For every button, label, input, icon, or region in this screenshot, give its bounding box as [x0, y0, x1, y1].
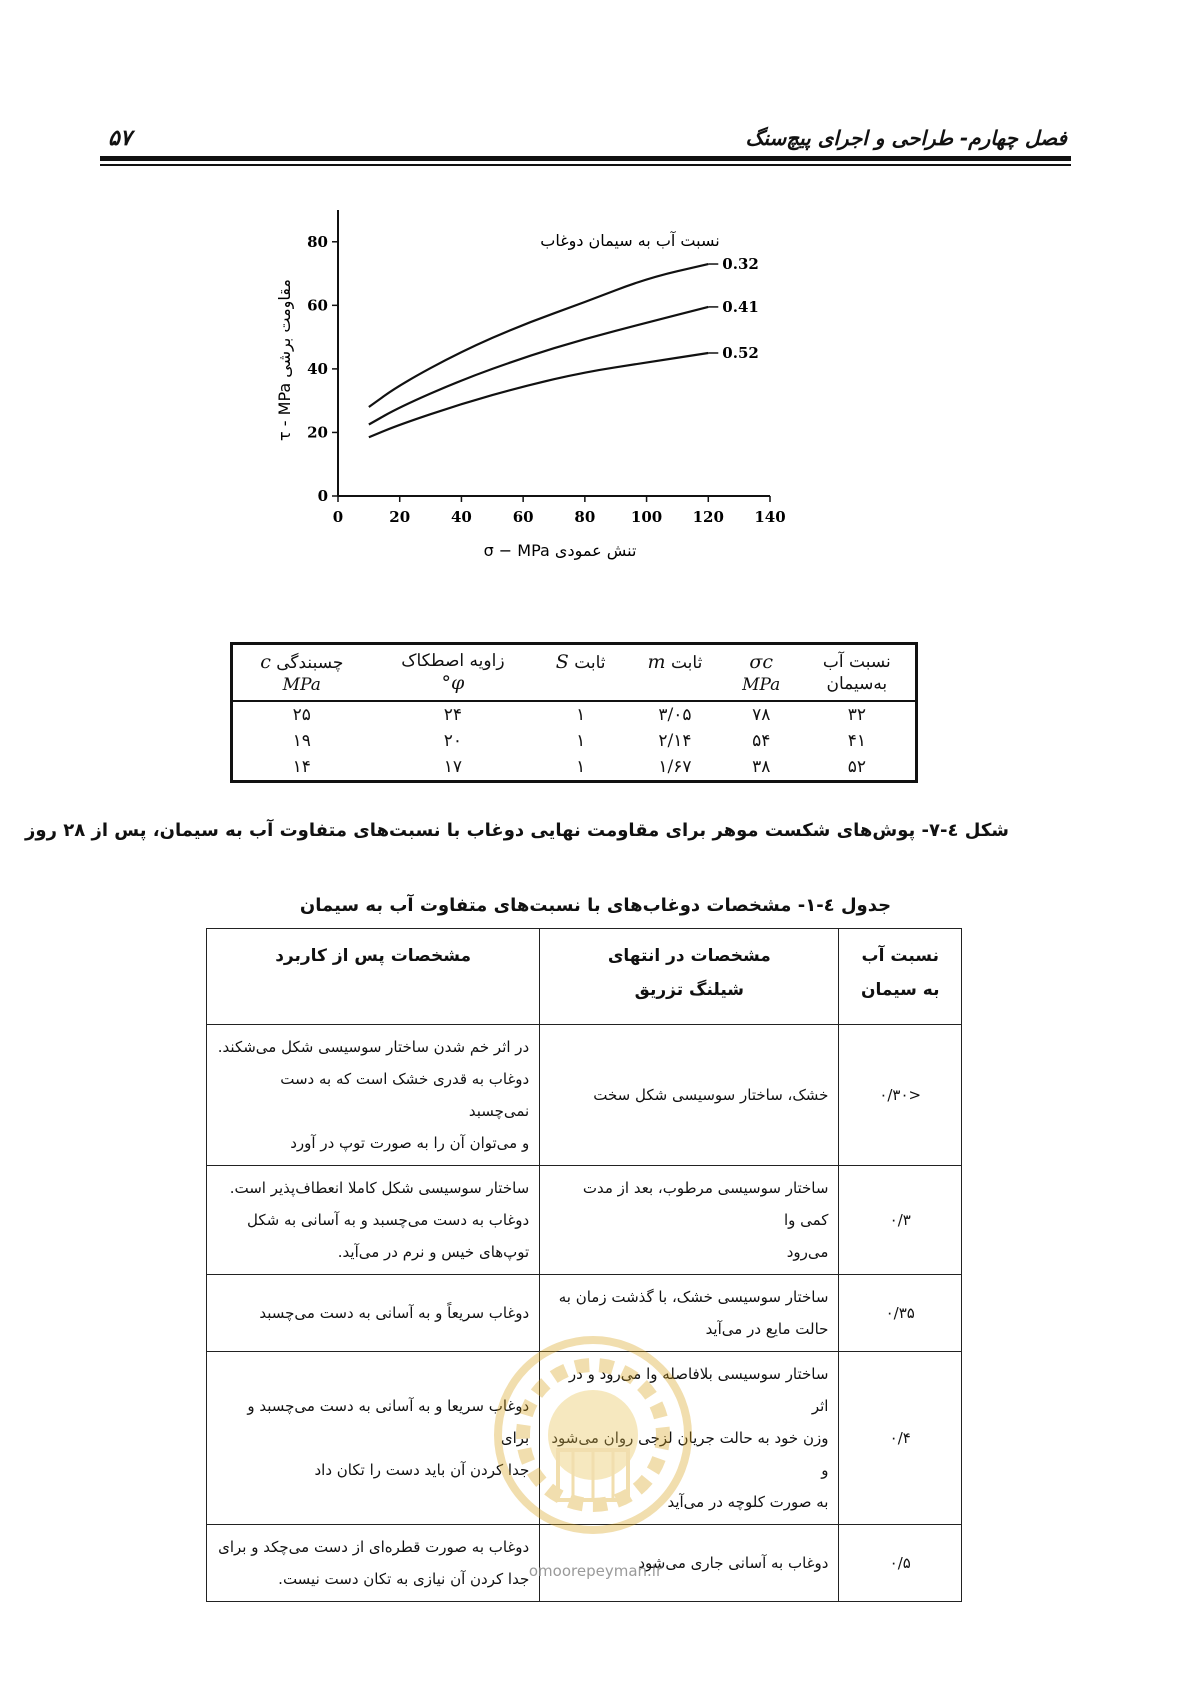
- series-label: 0.52: [722, 344, 759, 362]
- table-cell: ۲۰: [443, 731, 463, 751]
- ratio-cell: ۰/۴: [839, 1352, 962, 1525]
- cell-line: وزن خود به حالت جریان لزجی روان می‌شود و: [551, 1429, 829, 1479]
- header-line: به‌سیمان: [826, 673, 888, 694]
- table-cell: ۱۴: [292, 757, 311, 777]
- cell-line: دوغاب به قدری خشک است که به دست نمی‌چسبد: [280, 1070, 530, 1120]
- x-tick-label: 20: [389, 508, 411, 526]
- header-constant-s: [535, 644, 626, 702]
- cell-line: می‌رود: [786, 1243, 829, 1261]
- ratio-cell: ۰/۵: [839, 1525, 962, 1602]
- gear-watermark-icon: [488, 1330, 698, 1540]
- at-end-cell: [540, 1025, 839, 1166]
- ratio-cell: ۰/۳۵: [839, 1275, 962, 1352]
- figure-caption: شکل ٤-٧- پوش‌های شکست موهر برای مقاومت نهایی دوغاب با نسبت‌های متفاوت آب به سیمان، پس از ۲۸ روز: [25, 820, 1009, 841]
- header-rule: [100, 156, 1071, 161]
- cell-line: به صورت کلوچه در می‌آید: [667, 1493, 829, 1511]
- cell-line: دوغاب به صورت قطره‌ای از دست می‌چکد و برای: [218, 1538, 530, 1556]
- cell-line: دوغاب سریعا و به آسانی به دست می‌چسبد و برای: [247, 1397, 530, 1447]
- x-tick-label: 0: [332, 508, 344, 526]
- table-cell: ۲/۱۴: [658, 731, 692, 751]
- series-label: 0.32: [722, 255, 759, 274]
- header-symbol: S: [555, 651, 569, 673]
- table-row: [232, 754, 917, 782]
- header-symbol: c: [260, 651, 271, 673]
- series-line: [369, 264, 708, 407]
- after-use-cell: [207, 1025, 540, 1166]
- series-label: 0.41: [722, 297, 759, 316]
- table-cell: ۲۴: [443, 705, 463, 725]
- page-number: ۵۷: [108, 126, 132, 151]
- table-row: [232, 728, 917, 754]
- y-tick-label: 80: [307, 232, 328, 251]
- table-cell: ۷۸: [752, 705, 771, 725]
- x-tick-label: 140: [754, 508, 786, 526]
- header-cohesion: [232, 644, 371, 702]
- header-unit: MPa: [742, 674, 781, 695]
- header-line: مشخصات در انتهای: [607, 946, 771, 966]
- header-after-use: [207, 929, 540, 1025]
- table-row: [232, 701, 917, 728]
- cell-line: حالت مایع در می‌آید: [705, 1320, 829, 1338]
- ratio-cell: <۰/۳۰: [839, 1025, 962, 1166]
- header-line: به سیمان: [860, 980, 940, 1000]
- y-tick-label: 60: [307, 296, 328, 315]
- table-cell: ۲۵: [292, 705, 311, 725]
- header-line: شیلنگ تزریق: [634, 980, 744, 1000]
- header-line: چسبندگی: [276, 653, 344, 673]
- cell-line: دوغاب سریعاً و به آسانی به دست می‌چسبد: [259, 1304, 530, 1322]
- y-tick-label: 0: [317, 487, 328, 505]
- x-tick-label: 100: [630, 508, 663, 526]
- cell-line: جدا کردن آن باید دست را تکان داد: [314, 1461, 530, 1479]
- table-cell: ۳۲: [847, 705, 866, 725]
- table-cell: ۳/۰۵: [658, 705, 692, 725]
- header-line: نسبت آب: [822, 652, 891, 673]
- header-unit: MPa: [282, 674, 321, 695]
- table-cell: ۵۲: [847, 757, 866, 777]
- cell-line: در اثر خم شدن ساختار سوسیسی شکل می‌شکند.: [217, 1038, 530, 1056]
- y-tick-label: 20: [307, 423, 328, 442]
- header-rule-thin: [100, 164, 1071, 166]
- y-tick-label: 40: [307, 359, 328, 378]
- series-line: [369, 307, 708, 425]
- header-line: ثابت: [574, 653, 606, 673]
- header-water-cement-ratio: [799, 644, 917, 702]
- table-caption: جدول ٤-١- مشخصات دوغاب‌های با نسبت‌های متفاوت آب به سیمان: [299, 895, 892, 916]
- legend-title: نسبت آب به سیمان دوغاب: [540, 231, 720, 250]
- figure-table: [230, 642, 918, 783]
- table-row: [207, 1166, 962, 1275]
- header-sigma-c: [724, 644, 799, 702]
- header-line: نسبت آب: [861, 946, 939, 966]
- table-cell: ۱: [576, 757, 586, 777]
- header-line: مشخصات پس از کاربرد: [275, 946, 472, 966]
- x-tick-label: 60: [512, 508, 534, 526]
- table-row: [207, 1025, 962, 1166]
- cell-line: ساختار سوسیسی مرطوب، بعد از مدت کمی وا: [582, 1179, 829, 1229]
- header-line: ثابت: [670, 653, 703, 673]
- table-cell: ۳۸: [752, 757, 771, 777]
- x-axis-label: تنش عمودی σ − MPa: [483, 541, 637, 560]
- cell-line: دوغاب به دست می‌چسبد و به آسانی به شکل: [246, 1211, 530, 1229]
- header-symbol: σc: [749, 651, 774, 673]
- series-line: [369, 353, 708, 437]
- table-cell: ۱۷: [443, 757, 463, 777]
- after-use-cell: [207, 1166, 540, 1275]
- table-header-row: [207, 929, 962, 1025]
- cell-line: خشک، ساختار سوسیسی شکل سخت: [593, 1086, 829, 1104]
- cell-line: ساختار سوسیسی بلافاصله وا می‌رود و در اثر: [568, 1365, 829, 1415]
- cell-line: توپ‌های خیس و نرم در می‌آید.: [337, 1243, 530, 1261]
- ratio-cell: ۰/۳: [839, 1166, 962, 1275]
- chapter-title: فصل چهارم- طراحی و اجرای پیچ‌سنگ: [745, 126, 1067, 150]
- table-cell: ۵۴: [752, 731, 771, 751]
- header-ratio: [839, 929, 962, 1025]
- table-cell: ۱/۶۷: [658, 757, 692, 777]
- table-cell: ۴۱: [847, 731, 866, 751]
- header-line: زاویه اصطکاک: [401, 651, 505, 671]
- table-cell: ۱: [576, 731, 586, 751]
- header-constant-m: [626, 644, 724, 702]
- figure-table-header-row: [232, 644, 917, 702]
- mohr-envelope-chart: [270, 210, 880, 620]
- y-axis-label: مقاومت برشی τ - MPa: [275, 279, 294, 441]
- cell-line: دوغاب به آسانی جاری می‌شود: [638, 1554, 829, 1572]
- watermark-url: omoorepeyman.ir: [528, 1562, 663, 1580]
- cell-line: جدا کردن آن نیازی به تکان دست نیست.: [278, 1570, 530, 1588]
- cell-line: و می‌توان آن را به صورت توپ در آورد: [290, 1134, 530, 1152]
- header-friction-angle: [371, 644, 536, 702]
- header-symbol: φ°: [441, 672, 465, 695]
- table-cell: ۱۹: [292, 731, 311, 751]
- at-end-cell: [540, 1166, 839, 1275]
- x-tick-label: 40: [450, 508, 472, 526]
- cell-line: ساختار سوسیسی شکل کاملا انعطاف‌پذیر است.: [229, 1179, 530, 1197]
- cell-line: ساختار سوسیسی خشک، با گذشت زمان به: [558, 1288, 829, 1306]
- header-at-hose-end: [540, 929, 839, 1025]
- table-cell: ۱: [576, 705, 586, 725]
- x-tick-label: 120: [692, 508, 724, 526]
- x-tick-label: 80: [574, 508, 596, 526]
- header-symbol: m: [647, 651, 666, 673]
